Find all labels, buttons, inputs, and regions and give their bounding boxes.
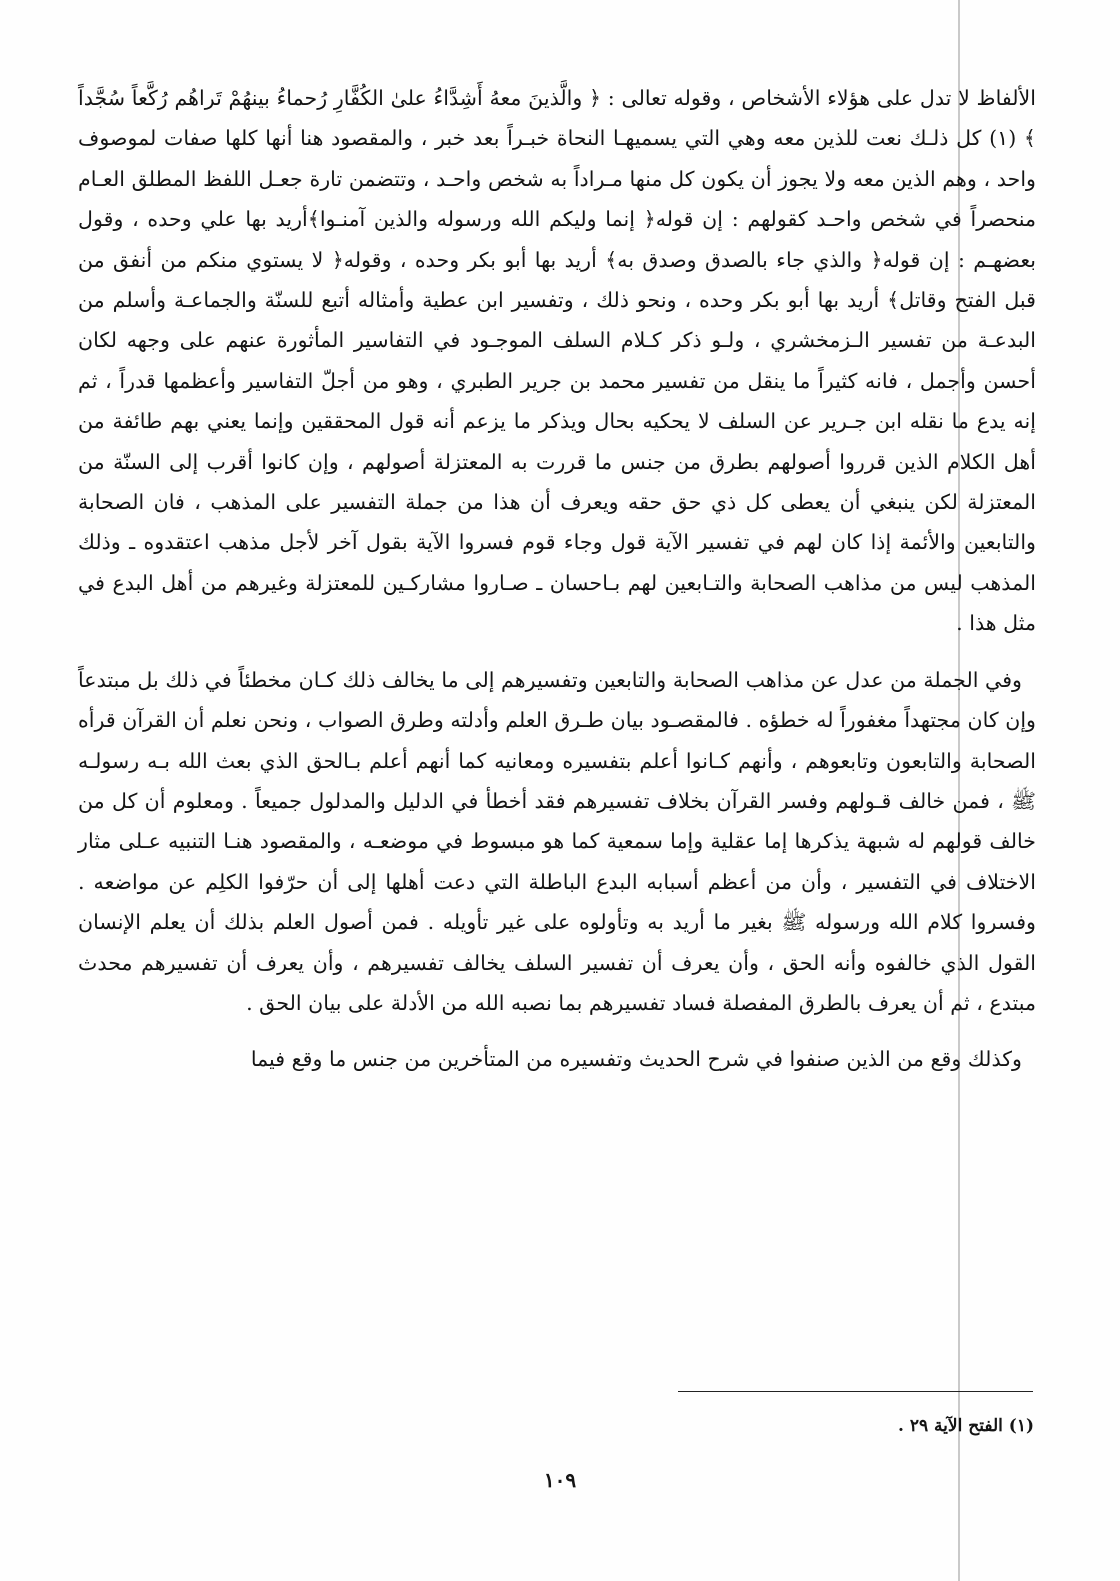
page-number: ١٠٩: [543, 1468, 577, 1492]
footnote-divider: [678, 1391, 1033, 1392]
paragraph-2: وفي الجملة من عدل عن مذاهب الصحابة والتابعين وتفسيرهم إلى ما يخالف ذلك كـان مخطئاً في ذلك بل مبتدعاً وإن كان مجتهداً مغفوراً له خطؤه . فالمقصـود بيان طـرق العلم وأدلته وطرق الصواب ، ونحن نعلم أن القرآن قرأه الصحابة والتابعون وتابعوهم ، وأنهم كـانوا أعلم بتفسيره ومعانيه كما أنهم أعلم بـالحق الذي بعث الله بـه رسولـه ﷺ ، فمن خالف قـولهم وفسر القرآن بخلاف تفسيرهم فقد أخطأ في الدليل والمدلول جميعاً . ومعلوم أن كل من خالف قولهم له شبهة يذكرها إما عقلية وإما سمعية كما هو مبسوط في موضعـه ، والمقصود هنـا التنبيه عـلى مثار الاختلاف في التفسير ، وأن من أعظم أسبابه البدع الباطلة التي دعت أهلها إلى أن حرّفوا الكلِم عن مواضعه . وفسروا كلام الله ورسوله ﷺ بغير ما أريد به وتأولوه على غير تأويله . فمن أصول العلم بذلك أن يعلم الإنسان القول الذي خالفوه وأنه الحق ، وأن يعرف أن تفسير السلف يخالف تفسيرهم ، وأن يعرف أن تفسيرهم محدث مبتدع ، ثم أن يعرف بالطرق المفصلة فساد تفسيرهم بما نصبه الله من الأدلة على بيان الحق .: [78, 667, 1036, 1015]
main-text: [78, 78, 1036, 1080]
paragraph-3: وكذلك وقع من الذين صنفوا في شرح الحديث وتفسيره من المتأخرين من جنس ما وقع فيما: [250, 1047, 1022, 1072]
paragraph-1: الألفاظ لا تدل على هؤلاء الأشخاص ، وقوله تعالى : ﴿ والَّذينَ معهُ أَشِدَّاءُ علىٰ الكُفَّارِ رُحماءُ بينهُمْ تَراهُم رُكَّعاً سُجَّداً ﴾ (١) كل ذلـك نعت للذين معه وهي التي يسميهـا النحاة خبـراً بعد خبر ، والمقصود هنا أنها كلها صفات لموصوف واحد ، وهم الذين معه ولا يجوز أن يكون كل منها مـراداً به شخص واحـد ، وتتضمن تارة جعـل اللفظ المطلق العـام منحصراً في شخص واحـد كقولهم : إن قوله﴿ إنما وليكم الله ورسوله والذين آمنـوا﴾أريد بها علي وحده ، وقول بعضهـم : إن قوله﴿ والذي جاء بالصدق وصدق به﴾ أريد بها أبو بكر وحده ، وقوله﴿ لا يستوي منكم من أنفق من قبل الفتح وقاتل﴾ أريد بها أبو بكر وحده ، ونحو ذلك ، وتفسير ابن عطية وأمثاله أتبع للسنّة والجماعـة وأسلم من البدعـة من تفسير الـزمخشري ، ولـو ذكر كـلام السلف الموجـود في التفاسير المأثورة عنهم على وجهه لكان أحسن وأجمل ، فانه كثيراً ما ينقل من تفسير محمد بن جرير الطبري ، وهو من أجلّ التفاسير وأعظمها قدراً ، ثم إنه يدع ما نقله ابن جـرير عن السلف لا يحكيه بحال ويذكر ما يزعم أنه قول المحققين وإنما يعني بهم طائفة من أهل الكلام الذين قرروا أصولهم بطرق من جنس ما قررت به المعتزلة أصولهم ، وإن كانوا أقرب إلى السنّة من المعتزلة لكن ينبغي أن يعطى كل ذي حق حقه ويعرف أن هذا من جملة التفسير على المذهب ، فان الصحابة والتابعين والأئمة إذا كان لهم في تفسير الآية قول وجاء قوم فسروا الآية بقول آخر لأجل مذهب اعتقدوه ـ وذلك المذهب ليس من مذاهب الصحابة والتـابعين لهم بـاحسان ـ صـاروا مشاركـين للمعتزلة وغيرهم من أهل البدع في مثل هذا .: [78, 86, 1036, 636]
footnote: (١) الفتح الآية ٢٩ .: [898, 1416, 1034, 1436]
